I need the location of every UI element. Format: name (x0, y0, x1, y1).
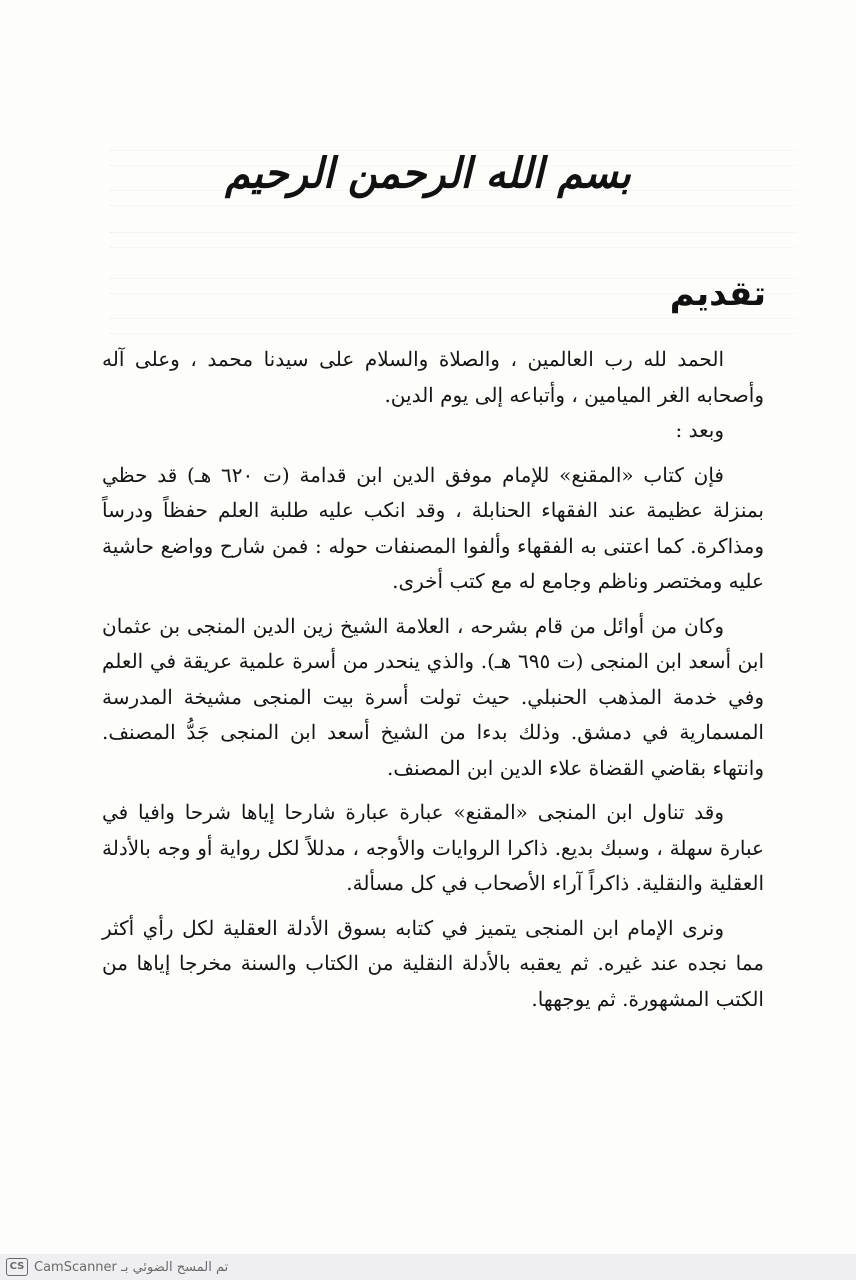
body-text (102, 342, 764, 1017)
paragraph-wabad: وبعد : (675, 418, 724, 442)
scanner-watermark-text: تم المسح الضوئي بـ CamScanner (34, 1259, 229, 1275)
basmala-calligraphy: بسم الله الرحمن الرحيم (225, 148, 631, 199)
section-heading: تقديم (669, 274, 766, 314)
bleed-through (110, 318, 796, 334)
paragraph-method: وقد تناول ابن المنجى «المقنع» عبارة عبارة شارحا إياها شرحا وافيا في عبارة سهلة ، وسبك بديع. ذاكرا الروايات والأوجه ، مدللاً لكل رواية أو وجه بالأدلة العقلية والنقلية. ذاكراً آراء الأصحاب في كل مسألة. (102, 800, 764, 895)
paragraph-ibn-munajja: وكان من أوائل من قام بشرحه ، العلامة الشيخ زين الدين المنجى بن عثمان ابن أسعد ابن المنجى (ت ٦٩٥ هـ). والذي ينحدر من أسرة علمية عريقة في العلم وفي خدمة المذهب الحنبلي. حيث تولت أسرة بيت المنجى مشيخة المدرسة المسمارية في دمشق. وذلك بدءا من الشيخ أسعد ابن المنجى جَدُّ المصنف. وانتهاء بقاضي القضاة علاء الدين ابن المصنف. (102, 613, 765, 780)
paragraph-evidence: ونرى الإمام ابن المنجى يتميز في كتابه بسوق الأدلة العقلية لكل رأي أكثر مما نجده عند غيره. ثم يعقبه بالأدلة النقلية من الكتاب والسنة مخرجا إياها من الكتب المشهورة. ثم يوجهها. (102, 915, 764, 1011)
basmala-container (0, 150, 856, 197)
camscanner-logo-icon: CS (6, 1258, 28, 1276)
bleed-through (110, 232, 796, 248)
paragraph-muqni-intro: فإن كتاب «المقنع» للإمام موفق الدين ابن قدامة (ت ٦٢٠ هـ) قد حظي بمنزلة عظيمة عند الفقهاء الحنابلة ، وقد انكب عليه طلبة العلم حفظاً ودرساً ومذاكرة. كما اعتنى به الفقهاء وألفوا المصنفات حوله : فمن شارح وواضع حاشية عليه ومختصر وناظم وجامع له مع كتب أخرى. (102, 462, 764, 593)
scanner-watermark-bar (0, 1254, 856, 1280)
paragraph-opening: الحمد لله رب العالمين ، والصلاة والسلام على سيدنا محمد ، وعلى آله وأصحابه الغر الميامين ، وأتباعه إلى يوم الدين. (102, 347, 764, 407)
